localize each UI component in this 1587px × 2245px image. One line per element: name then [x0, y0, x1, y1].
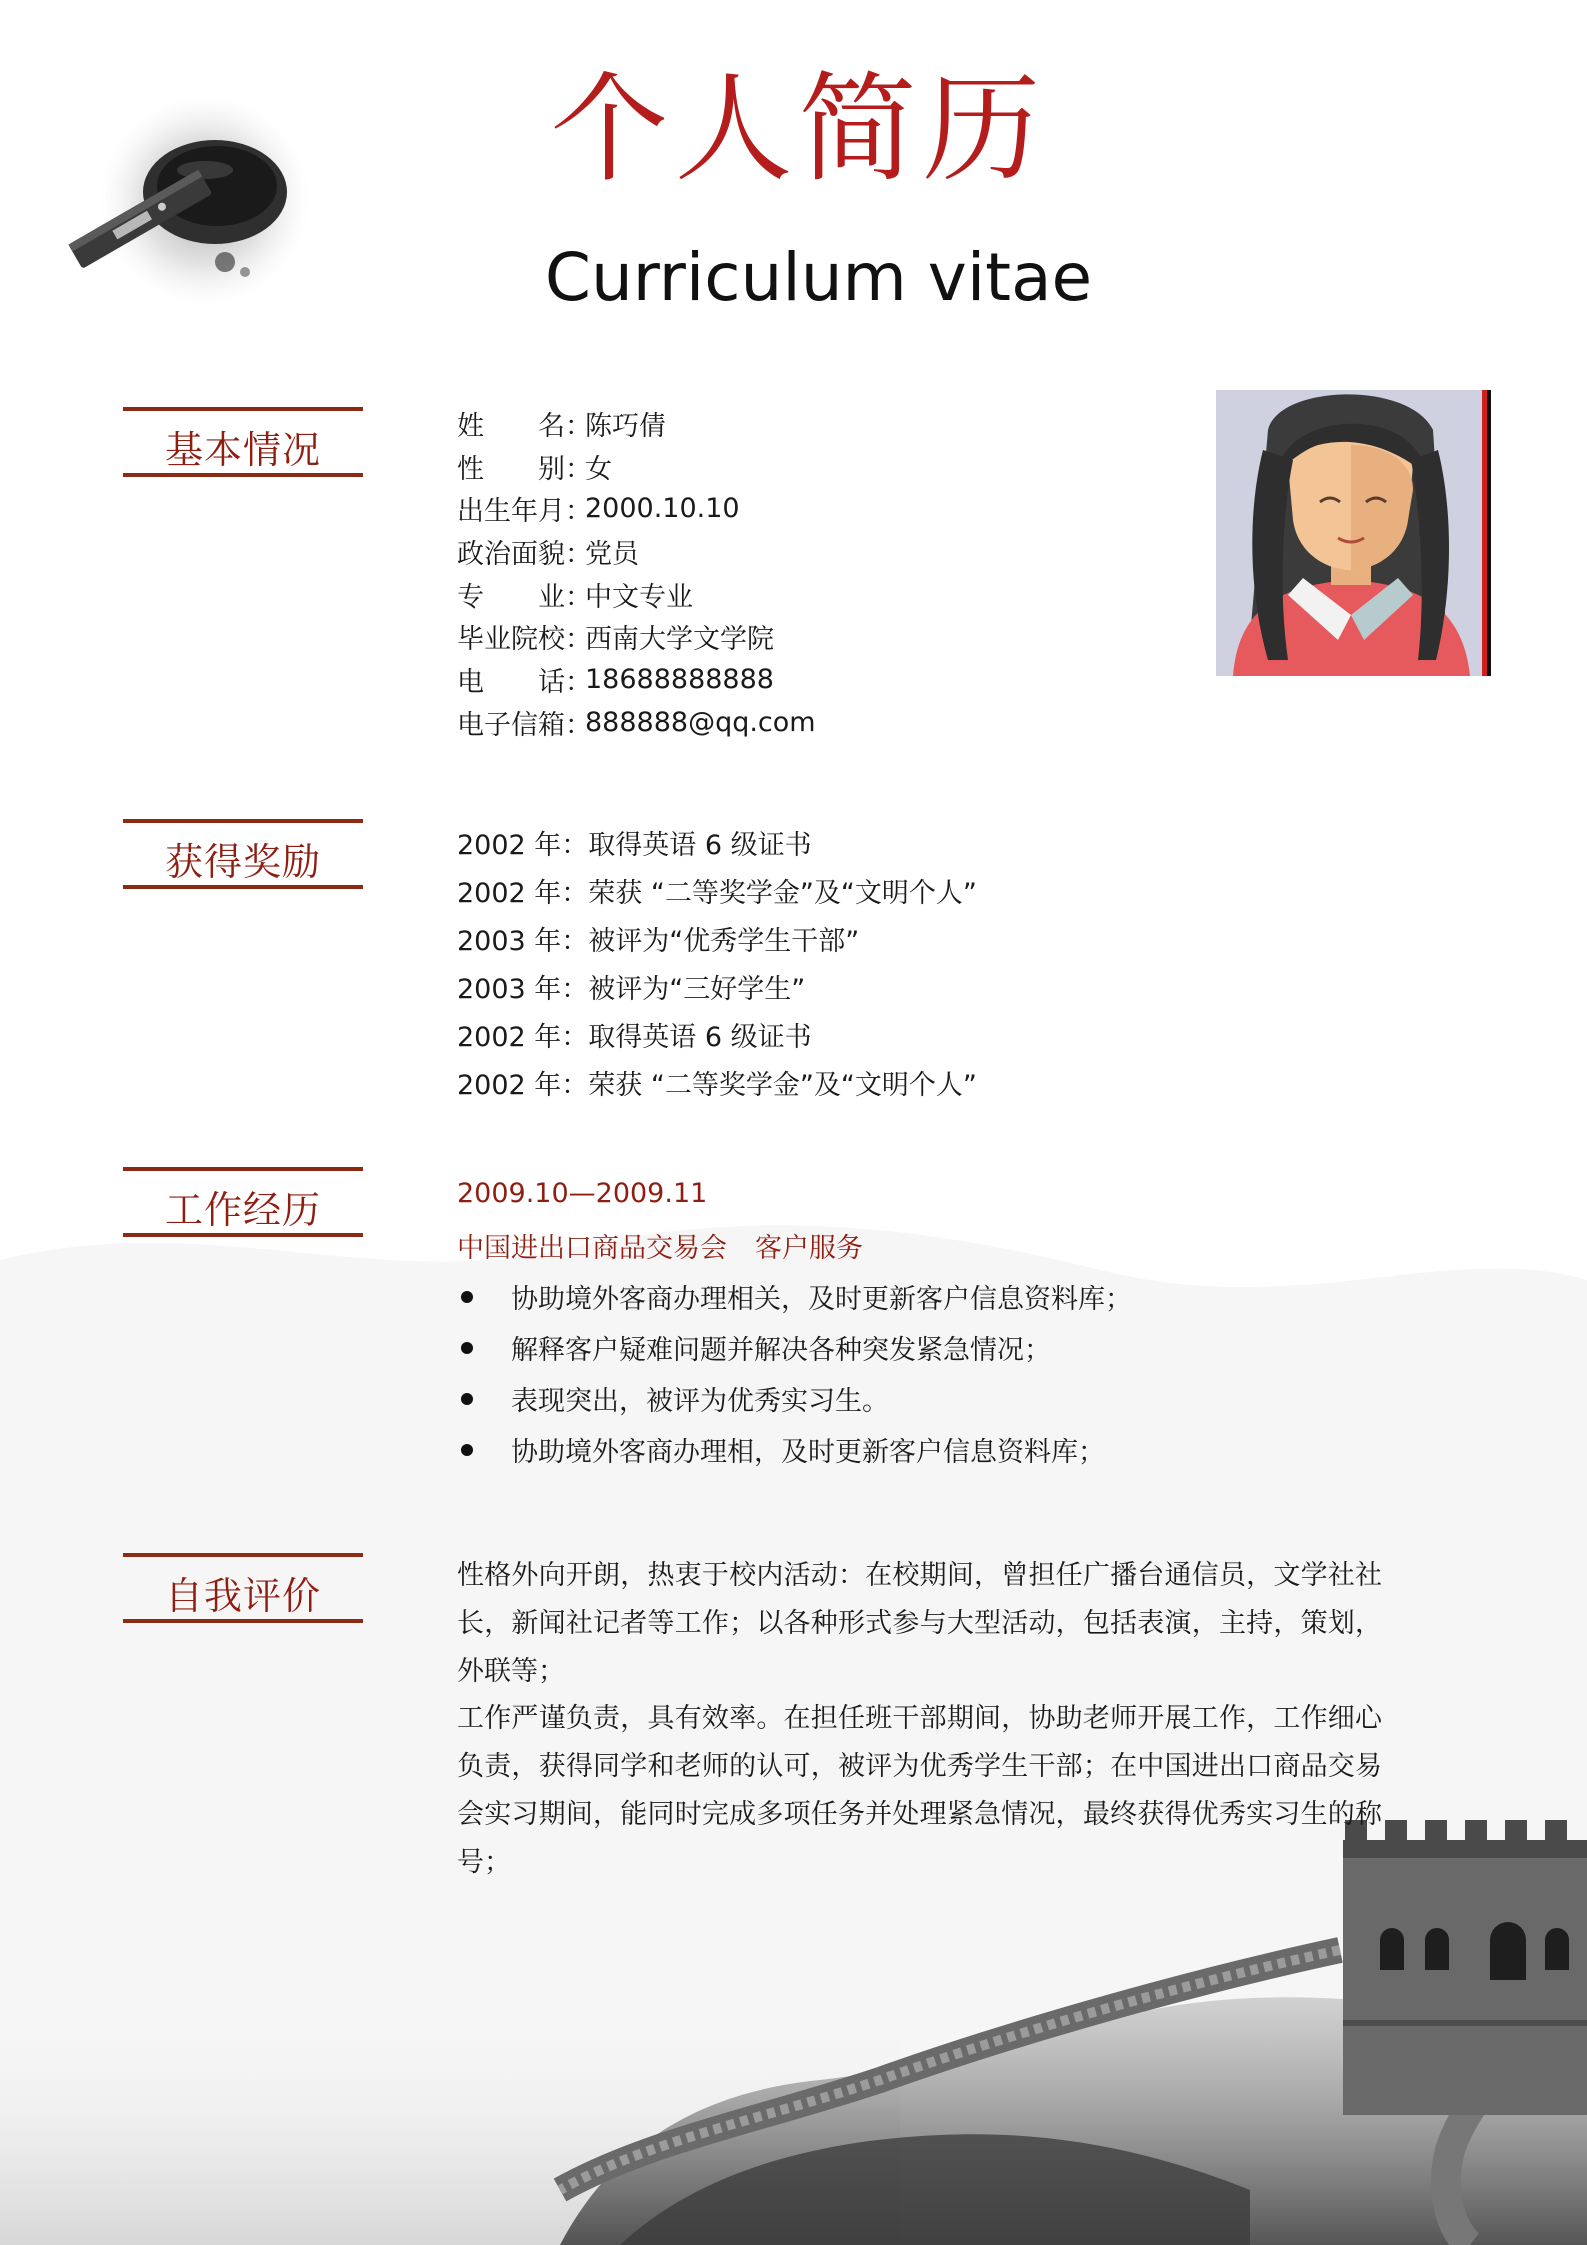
info-key: 电子信箱: [457, 709, 565, 741]
info-colon: ：: [565, 410, 592, 442]
work-experience: [457, 1167, 1132, 1475]
info-value: 党员: [585, 538, 639, 570]
duty-item: [457, 1271, 1132, 1322]
info-value: 陈巧倩: [585, 410, 666, 442]
bullet-icon: [461, 1393, 473, 1405]
info-row-birth: [457, 487, 816, 530]
awards-list: [457, 818, 977, 1106]
info-colon: ：: [565, 624, 592, 656]
section-heading-basic: [123, 407, 363, 477]
basic-info-list: [457, 402, 816, 744]
section-heading-awards: [123, 819, 363, 889]
duty-text: 协助境外客商办理相关，及时更新客户信息资料库；: [511, 1284, 1132, 1315]
section-heading-label: 工作经历: [164, 1188, 321, 1232]
info-key: 姓名: [457, 410, 565, 442]
info-key: 毕业院校: [457, 624, 565, 656]
bullet-icon: [461, 1342, 473, 1354]
section-heading-self: [123, 1553, 363, 1623]
bullet-icon: [461, 1291, 473, 1303]
work-role: 客户服务: [755, 1232, 863, 1264]
self-eval-paragraph: 性格外向开朗，热衷于校内活动：在校期间，曾担任广播台通信员，文学社社长，新闻社记者等工作；以各种形式参与大型活动，包括表演，主持，策划，外联等；: [457, 1560, 1382, 1687]
duty-text: 协助境外客商办理相，及时更新客户信息资料库；: [511, 1437, 1105, 1468]
info-value: 西南大学文学院: [585, 624, 774, 656]
self-evaluation: [457, 1552, 1382, 1887]
bullet-icon: [461, 1444, 473, 1456]
award-item: 2002 年：取得英语 6 级证书: [457, 829, 812, 861]
info-row-email: [457, 701, 816, 744]
work-org-line: [457, 1219, 1132, 1271]
info-key: 性别: [457, 453, 565, 485]
info-value: 18688888888: [585, 663, 774, 695]
info-colon: ：: [565, 496, 592, 528]
section-heading-label: 基本情况: [164, 428, 321, 472]
info-row-school: [457, 615, 816, 658]
info-key: 电话: [457, 666, 565, 698]
duty-item: [457, 1373, 1132, 1424]
self-eval-paragraph: 工作严谨负责，具有效率。在担任班干部期间，协助老师开展工作，工作细心负责，获得同学和老师的认可，被评为优秀学生干部；在中国进出口商品交易会实习期间，能同时完成多项任务并处理紧急情况，最终获得优秀实习生的称号；: [457, 1703, 1382, 1878]
info-colon: ：: [565, 538, 592, 570]
info-row-name: [457, 402, 816, 445]
section-heading-label: 获得奖励: [164, 840, 321, 884]
info-row-phone: [457, 658, 816, 701]
award-item: 2002 年：荣获 “二等奖学金”及“文明个人”: [457, 1069, 977, 1101]
info-key: 专业: [457, 581, 565, 613]
award-item: 2002 年：取得英语 6 级证书: [457, 1021, 812, 1053]
award-item: 2003 年：被评为“优秀学生干部”: [457, 925, 860, 957]
info-colon: ：: [565, 709, 592, 741]
duty-text: 表现突出，被评为优秀实习生。: [511, 1386, 889, 1417]
info-row-gender: [457, 445, 816, 488]
section-heading-label: 自我评价: [164, 1574, 321, 1618]
info-colon: ：: [565, 666, 592, 698]
duty-item: [457, 1424, 1132, 1475]
info-colon: ：: [565, 453, 592, 485]
info-value: 2000.10.10: [585, 493, 740, 525]
profile-photo: [1208, 390, 1494, 676]
info-key: 出生年月: [457, 496, 565, 528]
duty-item: [457, 1322, 1132, 1373]
info-value: 女: [585, 453, 612, 485]
info-colon: ：: [565, 581, 592, 613]
section-heading-work: [123, 1167, 363, 1237]
info-row-major: [457, 573, 816, 616]
work-period: 2009.10—2009.11: [457, 1177, 708, 1209]
info-value: 中文专业: [585, 581, 693, 613]
resume-title: 个人简历: [550, 60, 1047, 198]
award-item: 2002 年：荣获 “二等奖学金”及“文明个人”: [457, 877, 977, 909]
duty-text: 解释客户疑难问题并解决各种突发紧急情况；: [511, 1335, 1051, 1366]
info-row-political: [457, 530, 816, 573]
info-key: 政治面貌: [457, 538, 565, 570]
work-org: 中国进出口商品交易会: [457, 1232, 727, 1264]
info-value: 888888@qq.com: [585, 706, 816, 738]
award-item: 2003 年：被评为“三好学生”: [457, 973, 806, 1005]
resume-subtitle: Curriculum vitae: [544, 239, 1093, 316]
